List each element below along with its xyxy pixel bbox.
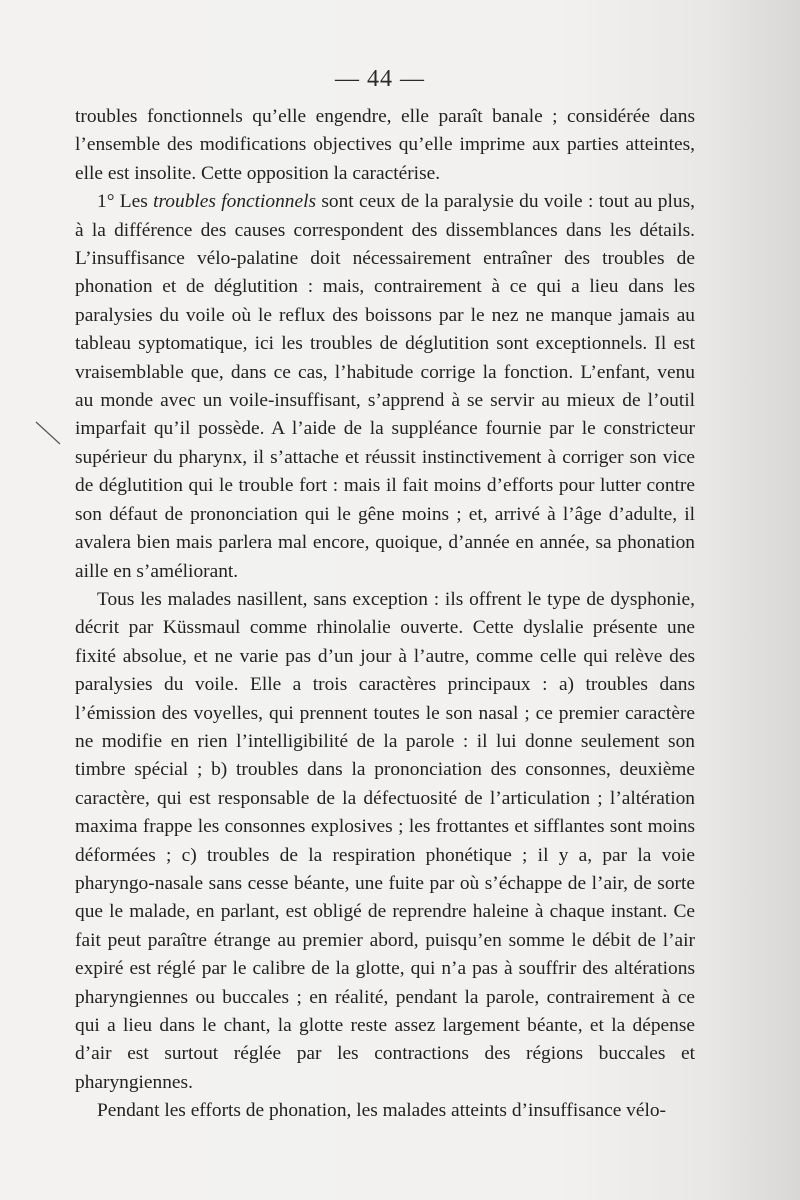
paragraph-efforts [75, 1097, 695, 1125]
text-segment: troubles fonctionnels qu’elle engendre, elle paraît banale ; considérée dans l’ensemble des modifications objectives qu’elle imprime aux parties atteintes, elle est insolite. Cette opposition la caractérise. [75, 106, 695, 184]
paragraph-continued [75, 103, 695, 188]
page-number: — 44 — [335, 66, 425, 92]
italic-term: troubles fonctionnels [153, 191, 317, 213]
paragraph-nasillent [75, 586, 695, 1097]
text-segment: sont ceux de la paralysie du voile : tout au plus, à la différence des causes correspondent des dissemblances dans les détails. L’insuffisance vélo-palatine doit nécessairement entraîner des troubles de phonation et de déglutition : mais, contrairement à ce qui a lieu dans les paralysies du voile où le reflux des boissons par le nez ne manque jamais au tableau syptomatique, ici les troubles de déglutition sont exceptionnels. Il est vraisemblable que, dans ce cas, l’habitude corrige la fonction. L’enfant, venu au monde avec un voile-insuffisant, s’apprend à se servir au mieux de l’outil imparfait qu’il possède. A l’aide de la suppléance fournie par le constricteur supérieur du pharynx, il s’attache et réussit instinctivement à corriger son vice de déglutition qui le trouble fort : mais il fait moins d’efforts pour lutter contre son défaut de prononciation qui le gêne moins ; et, arrivé à l’âge d’adulte, il avalera bien mais parlera mal encore, quoique, d’année en année, sa phonation aille en s’améliorant. [75, 191, 695, 582]
text-segment: 1° Les [97, 191, 154, 213]
body-text [75, 103, 695, 1126]
paragraph-troubles-fonctionnels [75, 188, 695, 586]
text-segment: Pendant les efforts de phonation, les malades atteints d’insuffisance vélo- [97, 1100, 667, 1122]
text-segment: Tous les malades nasillent, sans exception : ils offrent le type de dysphonie, décrit par Küssmaul comme rhinolalie ouverte. Cette dyslalie présente une fixité absolue, et ne varie pas d’un jour à l’autre, comme celle qui relève des paralysies du voile. Elle a trois caractères principaux : a) troubles dans l’émission des voyelles, qui prennent toutes le son nasal ; ce premier caractère ne modifie en rien l’intelligibilité de la parole : il lui donne seulement son timbre spécial ; b) troubles dans la prononciation des consonnes, deuxième caractère, qui est responsable de la défectuosité de l’articulation ; l’altération maxima frappe les consonnes explosives ; les frottantes et sifflantes sont moins déformées ; c) troubles de la respiration phonétique ; il y a, par la voie pharyngo-nasale sans cesse béante, une fuite par où s’échappe de l’air, de sorte que le malade, en parlant, est obligé de reprendre haleine à chaque instant. Ce fait peut paraître étrange au premier abord, puisqu’en somme le débit de l’air expiré est réglé par le calibre de la glotte, qui n’a pas à souffrir des altérations pharyngiennes ou buccales ; en réalité, pendant la parole, contrairement à ce qui a lieu dans le chant, la glotte reste assez largement béante, et la dépense d’air est surtout réglée par les contractions des régions buccales et pharyngiennes. [75, 588, 695, 1093]
margin-pencil-mark [34, 420, 68, 450]
